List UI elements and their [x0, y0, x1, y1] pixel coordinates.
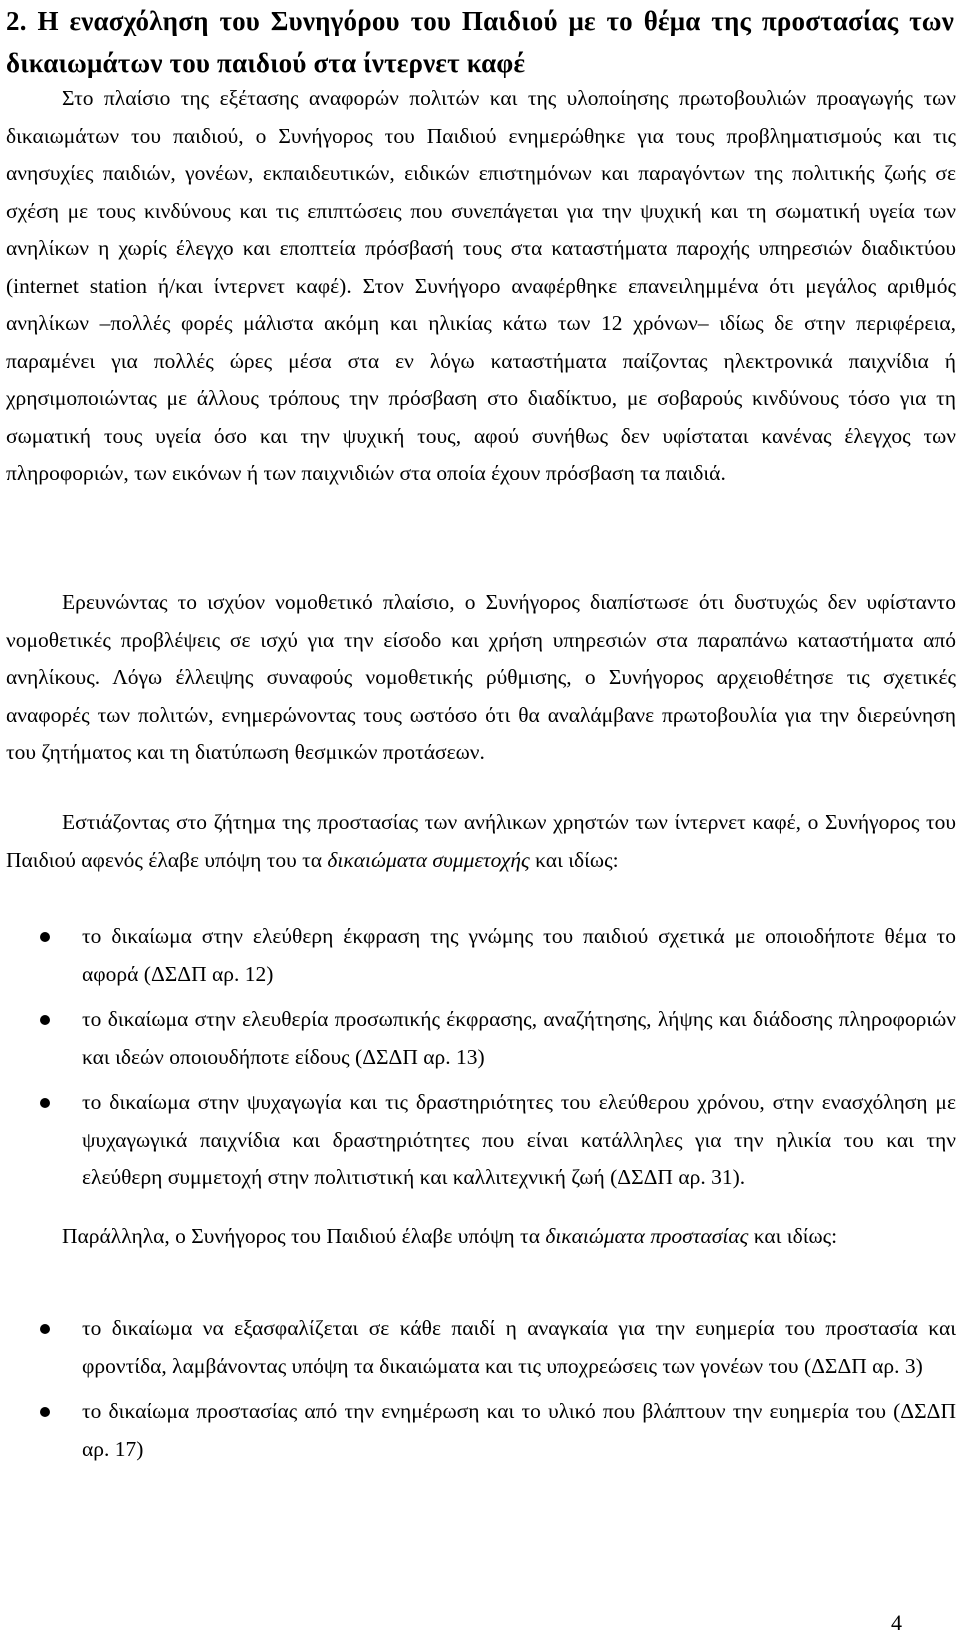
participation-rights-list — [0, 918, 960, 1197]
bullet-icon — [40, 1324, 50, 1334]
participation-intro-tail: και ιδίως: — [529, 847, 619, 872]
page-number: 4 — [891, 1610, 902, 1635]
bullet-icon — [40, 1407, 50, 1417]
paragraph-protection-intro — [6, 1218, 956, 1256]
section-heading: 2. Η ενασχόληση του Συνηγόρου του Παιδιού με το θέμα της προστασίας των δικαιωμάτων του παιδιού στα ίντερνετ καφέ — [6, 6, 954, 78]
list-item — [0, 1084, 956, 1197]
bullet-icon — [40, 1015, 50, 1025]
list-item-text: το δικαίωμα στην ελεύθερη έκφραση της γνώμης του παιδιού σχετικά με οποιοδήποτε θέμα το αφορά (ΔΣΔΠ αρ. 12) — [82, 924, 956, 986]
bullet-icon — [40, 1098, 50, 1108]
participation-rights-term: δικαιώματα συμμετοχής — [327, 847, 530, 872]
list-item — [0, 918, 956, 993]
protection-rights-term: δικαιώματα προστασίας — [545, 1224, 749, 1248]
list-item-text: το δικαίωμα στην ψυχαγωγία και τις δραστηριότητες του ελεύθερου χρόνου, στην ενασχόληση με ψυχαγωγικά παιχνίδια και δραστηριότητες που είναι κατάλληλες για την ηλικία του και την ελεύθερη συμμετοχή στην πολιτιστική και καλλιτεχνική ζωή (ΔΣΔΠ αρ. 31). — [82, 1090, 956, 1189]
list-item-text: το δικαίωμα να εξασφαλίζεται σε κάθε παιδί η αναγκαία για την ευημερία του προστασία και φροντίδα, λαμβάνοντας υπόψη τα δικαιώματα και τις υποχρεώσεις των γονέων του (ΔΣΔΠ αρ. 3) — [82, 1316, 956, 1378]
list-item — [0, 1310, 956, 1385]
bullet-icon — [40, 932, 50, 942]
paragraph-participation-intro — [6, 804, 956, 879]
protection-rights-list — [0, 1310, 960, 1468]
paragraph-context: Στο πλαίσιο της εξέτασης αναφορών πολιτών και της υλοποίησης πρωτοβουλιών προαγωγής των δικαιωμάτων του παιδιού, ο Συνήγορος του Παιδιού ενημερώθηκε για τους προβληματισμούς και τις ανησυχίες παιδιών, γονέων, εκπαιδευτικών, ειδικών επιστημόνων και παραγόντων της πολιτικής ζωής σε σχέση με τους κινδύνους και τις επιπτώσεις που συνεπάγεται για την ψυχική και τη σωματική υγεία των ανηλίκων η χωρίς έλεγχο και εποπτεία πρόσβασή τους στα καταστήματα παροχής υπηρεσιών διαδικτύου (internet station ή/και ίντερνετ καφέ). Στον Συνήγορο αναφέρθηκε επανειλημμένα ότι μεγάλος αριθμός ανηλίκων –πολλές φορές μάλιστα ακόμη και ηλικίας κάτω των 12 χρόνων– ιδίως δε στην περιφέρεια, παραμένει για πολλές ώρες μέσα στα εν λόγω καταστήματα παίζοντας ηλεκτρονικά παιχνίδια ή χρησιμοποιώντας με άλλους τρόπους την πρόσβαση στο διαδίκτυο, με σοβαρούς κινδύνους τόσο για τη σωματική τους υγεία όσο και την ψυχική τους, αφού συνήθως δεν υφίσταται κανένας έλεγχος των πληροφοριών, των εικόνων ή των παιχνιδιών στα οποία έχουν πρόσβαση τα παιδιά. — [6, 86, 956, 485]
list-item-text: το δικαίωμα στην ελευθερία προσωπικής έκφρασης, αναζήτησης, λήψης και διάδοσης πληροφοριών και ιδεών οποιουδήποτε είδους (ΔΣΔΠ αρ. 13) — [82, 1007, 956, 1069]
protection-intro-tail: και ιδίως: — [748, 1224, 838, 1248]
list-item-text: το δικαίωμα προστασίας από την ενημέρωση και το υλικό που βλάπτουν την ευημερία του (ΔΣΔΠ αρ. 17) — [82, 1399, 956, 1461]
protection-intro-text: Παράλληλα, ο Συνήγορος του Παιδιού έλαβε υπόψη τα — [62, 1224, 546, 1248]
list-item — [0, 1001, 956, 1076]
list-item — [0, 1393, 956, 1468]
paragraph-legal-framework: Ερευνώντας το ισχύον νομοθετικό πλαίσιο, ο Συνήγορος διαπίστωσε ότι δυστυχώς δεν υφίσταντο νομοθετικές προβλέψεις σε ισχύ για την είσοδο και χρήση υπηρεσιών στα παραπάνω καταστήματα από ανηλίκους. Λόγω έλλειψης συναφούς νομοθετικής ρύθμισης, ο Συνήγορος αρχειοθέτησε τις σχετικές αναφορές των πολιτών, ενημερώνοντας τους ωστόσο ότι θα αναλάμβανε πρωτοβουλία για την διερεύνηση του ζητήματος και τη διατύπωση θεσμικών προτάσεων. — [6, 590, 956, 764]
participation-intro-text: Εστιάζοντας στο ζήτημα της προστασίας των ανήλικων χρηστών των ίντερνετ καφέ, ο Συνήγορος του Παιδιού αφενός έλαβε υπόψη του τα — [6, 810, 956, 872]
